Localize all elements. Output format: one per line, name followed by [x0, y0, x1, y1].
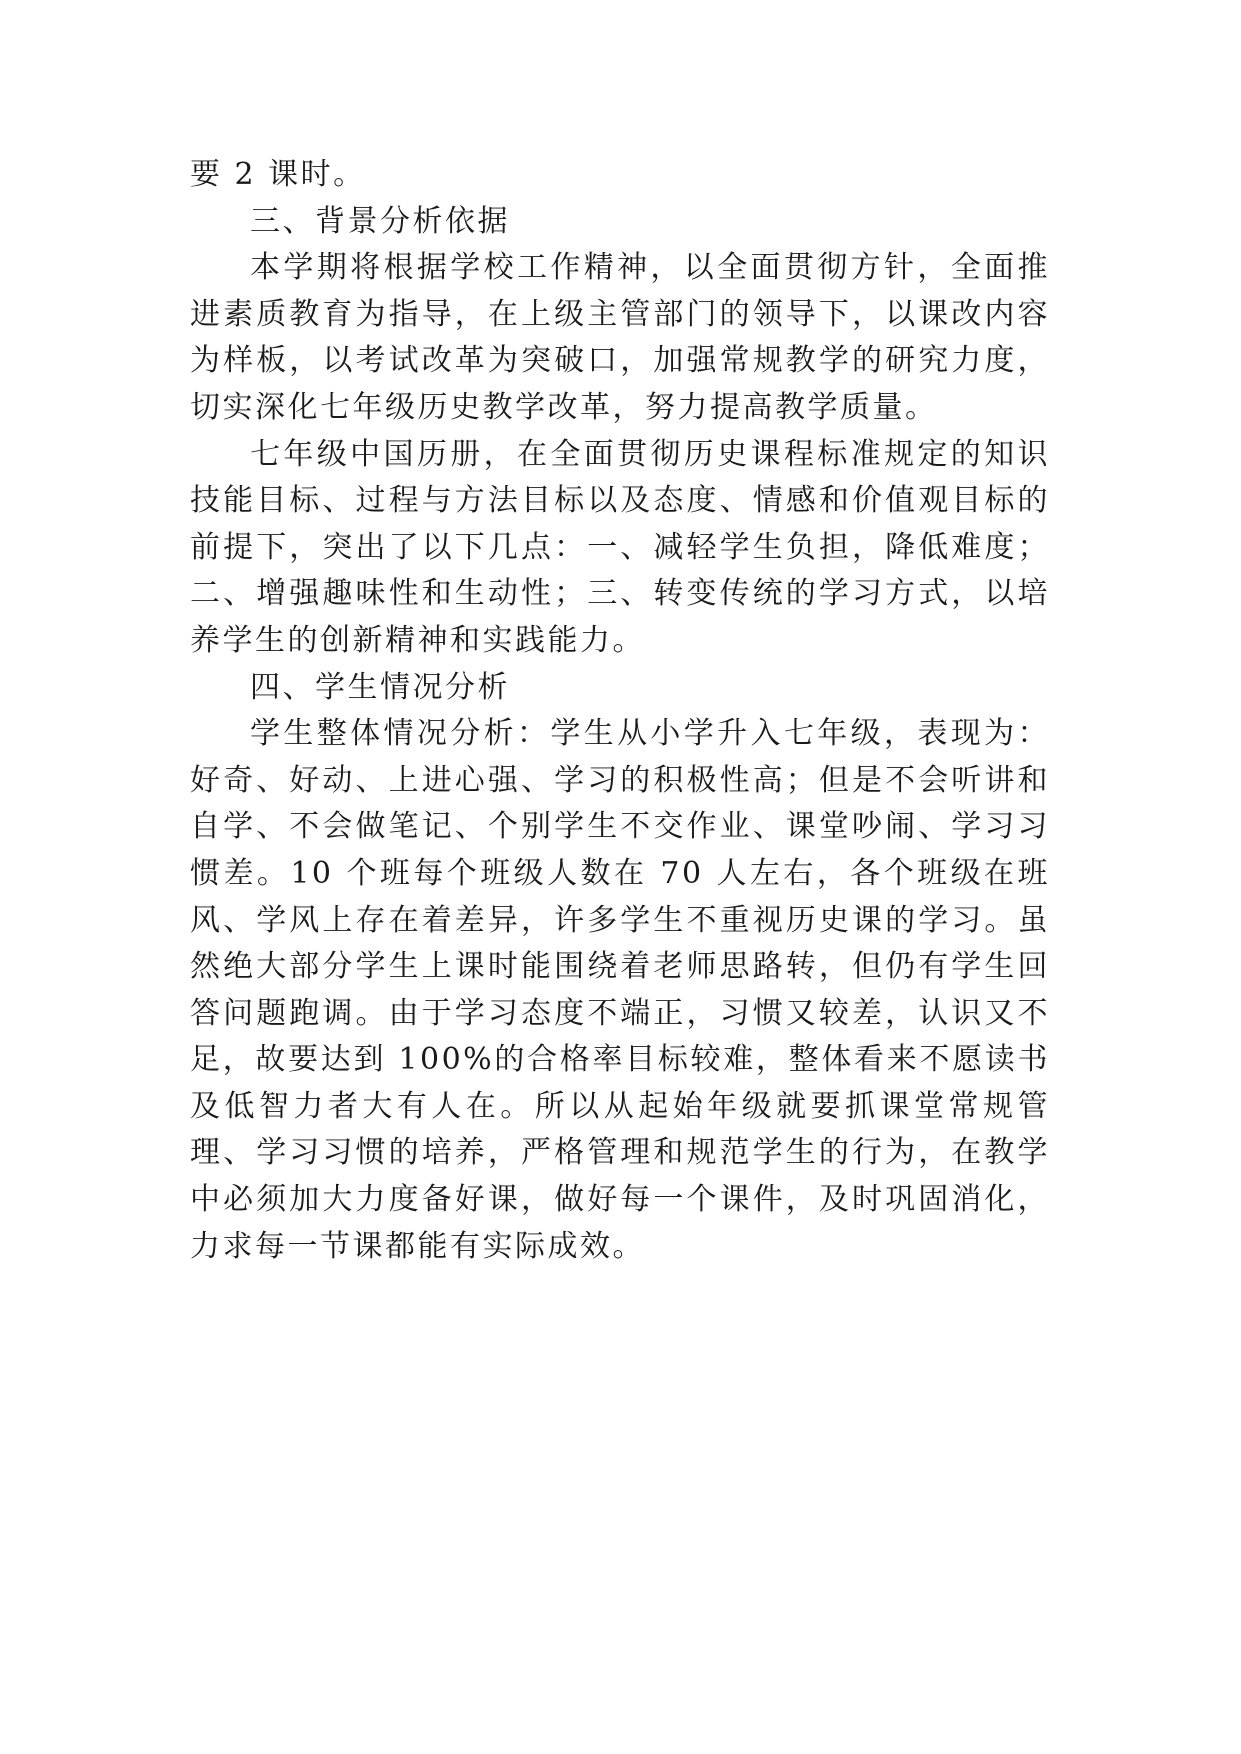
paragraph-students: 学生整体情况分析：学生从小学升入七年级，表现为：好奇、好动、上进心强、学习的积极性高；但是不会听讲和自学、不会做笔记、个别学生不交作业、课堂吵闹、学习习惯差。10 个班每个班级人数在 70 人左右，各个班级在班风、学风上存在着差异，许多学生不重视历史课的学习。虽然绝大部分学生上课时能围绕着老师思路转，但仍有学生回答问题跑调。由于学习态度不端正，习惯又较差，认识又不足，故要达到 100%的合格率目标较难，整体看来不愿读书及低智力者大有人在。所以从起始年级就要抓课堂常规管理、学习习惯的培养，严格管理和规范学生的行为，在教学中必须加大力度备好课，做好每一个课件，及时巩固消化，力求每一节课都能有实际成效。	[190, 716, 1050, 1264]
section-heading-background: 三、背景分析依据	[250, 203, 510, 239]
paragraph-continuation: 要 2 课时。	[190, 157, 366, 192]
section-heading-students: 四、学生情况分析	[250, 669, 510, 705]
document-body	[190, 152, 1050, 1270]
paragraph-background-1: 本学期将根据学校工作精神，以全面贯彻方针，全面推进素质教育为指导，在上级主管部门的领导下，以课改内容为样板，以考试改革为突破口，加强常规教学的研究力度，切实深化七年级历史教学改革，努力提高教学质量。	[190, 250, 1050, 425]
paragraph-background-2: 七年级中国历册，在全面贯彻历史课程标准规定的知识技能目标、过程与方法目标以及态度、情感和价值观目标的前提下，突出了以下几点：一、减轻学生负担，降低难度；二、增强趣味性和生动性；三、转变传统的学习方式，以培养学生的创新精神和实践能力。	[190, 436, 1050, 658]
